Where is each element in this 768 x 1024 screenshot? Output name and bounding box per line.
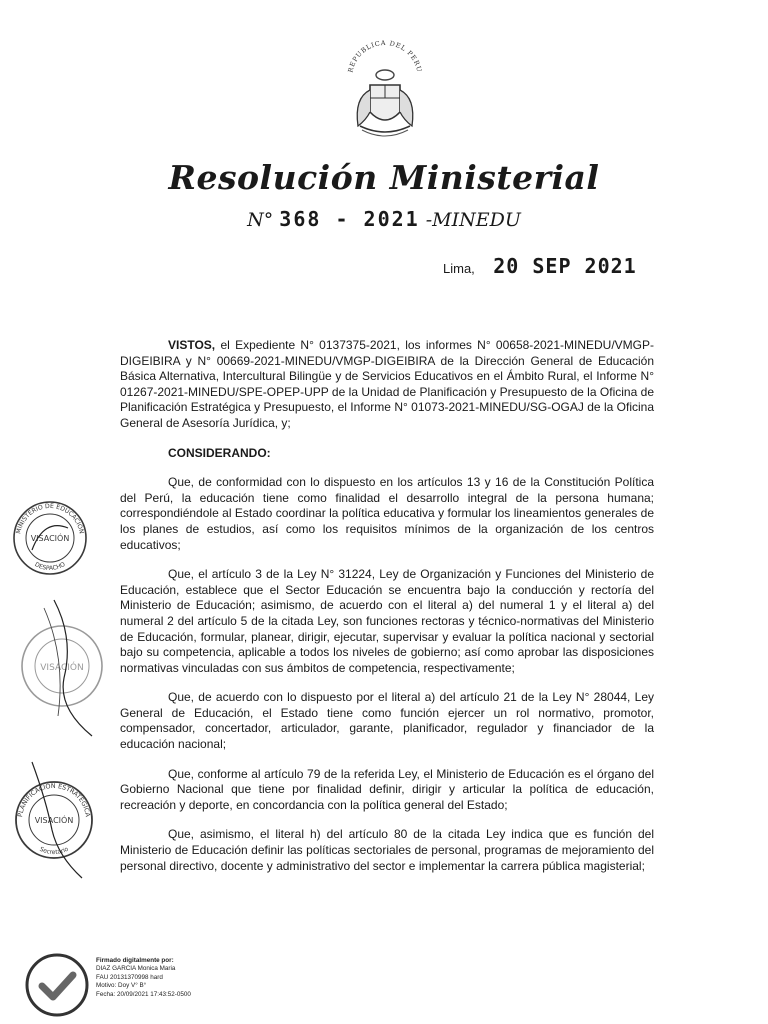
paragraph: Que, conforme al artículo 79 de la referida Ley, el Ministerio de Educación es el órgano del Gobierno Nacional que tiene por finalidad definir, dirigir y articular la política de educación, recreación y deporte, en concordancia con la política general del Estado; bbox=[120, 766, 654, 812]
stamp-1-top: MINISTERIO DE EDUCACIÓN bbox=[15, 502, 85, 535]
vistos-paragraph bbox=[120, 338, 654, 432]
stamp-2-center: VISACIÓN bbox=[40, 663, 84, 673]
signature-reason: Motivo: Doy V° B° bbox=[96, 982, 147, 990]
document-body bbox=[120, 338, 654, 888]
stamp-3-top: PLANIFICACIÓN ESTRATÉGICA bbox=[16, 781, 92, 818]
coat-of-arms-crest-icon bbox=[340, 40, 430, 150]
paragraph: Que, de conformidad con lo dispuesto en los artículos 13 y 16 de la Constitución Política del Perú, la educación tiene como finalidad el desarrollo integral de la persona humana; correspondiéndole al Estado coordinar la política educativa y formular los lineamientos generales de los planes de estudios, así como los requisitos mínimos de la organización de los centros educativos; bbox=[120, 475, 654, 552]
number-suffix: -MINEDU bbox=[425, 209, 521, 231]
svg-text:REPUBLICA DEL PERU bbox=[346, 40, 423, 73]
digital-signature-check-icon bbox=[24, 952, 90, 1018]
number-prefix: N° bbox=[247, 209, 274, 231]
visacion-stamp-2 bbox=[14, 598, 110, 738]
signature-date: Fecha: 20/09/2021 17:43:52-0500 bbox=[96, 990, 191, 998]
svg-text:PLANIFICACIÓN ESTRATÉGICA bbox=[16, 781, 92, 818]
city: Lima, bbox=[443, 261, 475, 276]
resolution-number bbox=[0, 207, 768, 231]
vistos-text: el Expediente N° 0137375-2021, los informes N° 00658-2021-MINEDU/VMGP-DIGEIBIRA y N° 00669-2021-MINEDU/VMGP-DIGEIBIRA de la Dirección General de Educación Básica Alternativa, Intercultural Bilingüe y de Servicios Educativos en el Ámbito Rural, el Informe N° 01267-2021-MINEDU/SPE-OPEP-UPP de la Unidad de Planificación y Presupuesto de la Oficina de Planificación Estratégica y Presupuesto, el Informe N° 01073-2021-MINEDU/SG-OGAJ de la Oficina General de Asesoría Jurídica, y; bbox=[120, 338, 654, 430]
considerando-heading: CONSIDERANDO: bbox=[168, 445, 271, 460]
place-date bbox=[443, 254, 637, 278]
paragraph: Que, el artículo 3 de la Ley N° 31224, Ley de Organización y Funciones del Ministerio de Educación, establece que el Sector Educación se encuentra bajo la conducción y rectoría del Ministerio de Educación; asimismo, de acuerdo con el literal a) del numeral 1 y el literal a) del numeral 2 del artículo 5 de la citada Ley, son funciones rectoras y técnico-normativas del Ministerio de Educación, formular, planear, dirigir, ejecutar, supervisar y evaluar la política nacional y sectorial bajo su competencia, aplicable a todos los niveles de gobierno; así como aprobar las disposiciones normativas vinculadas con sus ámbitos de competencia, respectivamente; bbox=[120, 567, 654, 675]
stamp-1-bottom: DESPACHO bbox=[33, 561, 67, 573]
stamp-1-center: VISACIÓN bbox=[30, 534, 70, 543]
svg-text:MINISTERIO DE EDUCACIÓN bbox=[15, 503, 85, 535]
svg-text:DESPACHO bbox=[33, 561, 66, 572]
visacion-stamp-1 bbox=[10, 498, 90, 578]
vistos-label: VISTOS, bbox=[168, 338, 216, 352]
signer-name: DIAZ GARCIA Monica Maria bbox=[96, 965, 176, 973]
digital-signature-info bbox=[96, 957, 191, 999]
paragraph: Que, asimismo, el literal h) del artículo 80 de la citada Ley indica que es función del Ministerio de Educación definir las políticas sectoriales de personal, programas de mejoramiento del personal directivo, docente y administrativo del sector e implementar la carrera pública magisterial; bbox=[120, 827, 654, 873]
crest-caption: REPUBLICA DEL PERU bbox=[346, 40, 424, 74]
issue-date: 20 SEP 2021 bbox=[493, 254, 637, 278]
signed-by-label: Firmado digitalmente por: bbox=[96, 957, 174, 964]
stamp-3-center: VISACIÓN bbox=[34, 816, 74, 825]
svg-text:Secretario bbox=[38, 846, 69, 856]
signer-fau: FAU 20131370998 hard bbox=[96, 973, 163, 981]
stamp-3-bottom: Secretario bbox=[38, 845, 70, 857]
document-title: Resolución Ministerial bbox=[168, 158, 600, 197]
visacion-stamp-3 bbox=[6, 760, 102, 880]
number-value: 368 - 2021 bbox=[279, 207, 420, 231]
paragraph: Que, de acuerdo con lo dispuesto por el literal a) del artículo 21 de la Ley N° 28044, Ley General de Educación, el Estado tiene como función ejercer un rol normativo, promotor, compensador, concertador, articulador, garante, planificador, regulador y financiador de la educación nacional; bbox=[120, 690, 654, 752]
